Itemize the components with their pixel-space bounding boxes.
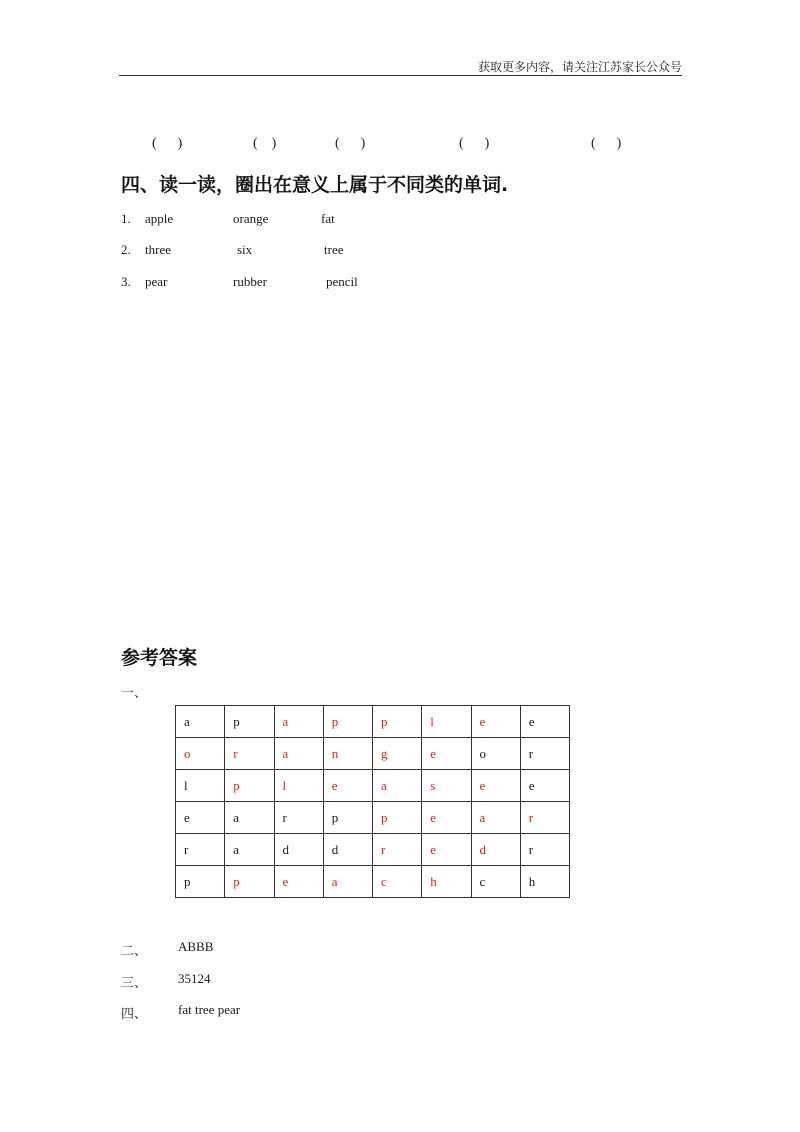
grid-cell: p xyxy=(176,866,225,898)
grid-cell: p xyxy=(225,706,274,738)
grid-cell: r xyxy=(520,738,569,770)
question-number: 2. xyxy=(121,242,131,257)
grid-cell: p xyxy=(323,706,372,738)
grid-cell: e xyxy=(323,770,372,802)
answer-blank-4[interactable]: ( ) xyxy=(459,136,490,151)
grid-row xyxy=(176,770,570,802)
answer-blank-5[interactable]: ( ) xyxy=(591,136,622,151)
grid-cell: e xyxy=(274,866,323,898)
grid-cell: r xyxy=(373,834,422,866)
grid-cell: o xyxy=(471,738,520,770)
grid-cell: e xyxy=(520,770,569,802)
grid-cell: d xyxy=(323,834,372,866)
grid-cell: e xyxy=(471,770,520,802)
grid-cell: c xyxy=(471,866,520,898)
grid-row xyxy=(176,802,570,834)
answer-blank-1[interactable]: ( ) xyxy=(152,136,183,151)
grid-cell: a xyxy=(274,738,323,770)
grid-cell: s xyxy=(422,770,471,802)
grid-cell: l xyxy=(422,706,471,738)
grid-cell: a xyxy=(274,706,323,738)
word-option[interactable]: apple xyxy=(145,211,174,226)
answer-part-1-label: 一、 xyxy=(121,686,148,701)
grid-cell: o xyxy=(176,738,225,770)
grid-cell: r xyxy=(274,802,323,834)
header-divider xyxy=(119,75,682,76)
word-search-grid xyxy=(175,705,570,898)
grid-cell: p xyxy=(323,802,372,834)
answer-blank-3[interactable]: ( ) xyxy=(335,136,366,151)
grid-cell: e xyxy=(471,706,520,738)
grid-cell: a xyxy=(471,802,520,834)
word-option[interactable]: pear xyxy=(145,274,168,289)
word-option[interactable]: rubber xyxy=(233,274,267,289)
grid-cell: a xyxy=(176,706,225,738)
question-row xyxy=(121,274,541,294)
grid-cell: r xyxy=(520,834,569,866)
grid-cell: e xyxy=(422,802,471,834)
grid-cell: p xyxy=(225,866,274,898)
word-option[interactable]: six xyxy=(237,242,253,257)
word-option[interactable]: orange xyxy=(233,211,269,226)
grid-cell: e xyxy=(520,706,569,738)
answer-part-3-label: 三、 xyxy=(121,976,148,991)
grid-cell: g xyxy=(373,738,422,770)
grid-cell: a xyxy=(225,834,274,866)
question-number: 1. xyxy=(121,211,131,226)
grid-cell: e xyxy=(422,834,471,866)
question-row xyxy=(121,242,541,262)
answer-part-3-value: 35124 xyxy=(178,971,211,986)
question-number: 3. xyxy=(121,274,131,289)
grid-cell: l xyxy=(274,770,323,802)
grid-row xyxy=(176,866,570,898)
header-note: 获取更多内容，请关注江苏家长公众号 xyxy=(477,60,682,74)
grid-cell: p xyxy=(373,802,422,834)
question-row xyxy=(121,211,541,231)
answer-part-2-value: ABBB xyxy=(178,939,214,954)
grid-cell: r xyxy=(176,834,225,866)
answer-part-4-value: fat tree pear xyxy=(178,1002,241,1017)
grid-cell: d xyxy=(274,834,323,866)
word-option[interactable]: three xyxy=(145,242,171,257)
word-option[interactable]: pencil xyxy=(326,274,358,289)
grid-cell: p xyxy=(225,770,274,802)
answer-part-2-label: 二、 xyxy=(121,944,148,959)
answer-key-title: 参考答案 xyxy=(121,647,198,669)
grid-cell: a xyxy=(225,802,274,834)
answer-blank-2[interactable]: ( ) xyxy=(253,136,277,151)
grid-row xyxy=(176,738,570,770)
grid-cell: l xyxy=(176,770,225,802)
grid-cell: a xyxy=(323,866,372,898)
grid-cell: n xyxy=(323,738,372,770)
grid-cell: h xyxy=(422,866,471,898)
grid-row xyxy=(176,834,570,866)
word-option[interactable]: fat xyxy=(321,211,335,226)
grid-cell: c xyxy=(373,866,422,898)
grid-cell: r xyxy=(520,802,569,834)
word-option[interactable]: tree xyxy=(324,242,344,257)
answer-part-4-label: 四、 xyxy=(121,1007,148,1022)
grid-cell: e xyxy=(176,802,225,834)
grid-cell: p xyxy=(373,706,422,738)
grid-cell: a xyxy=(373,770,422,802)
grid-row xyxy=(176,706,570,738)
section-4-title: 四、读一读，圈出在意义上属于不同类的单词. xyxy=(121,174,509,196)
grid-cell: e xyxy=(422,738,471,770)
grid-cell: d xyxy=(471,834,520,866)
grid-cell: h xyxy=(520,866,569,898)
grid-cell: r xyxy=(225,738,274,770)
